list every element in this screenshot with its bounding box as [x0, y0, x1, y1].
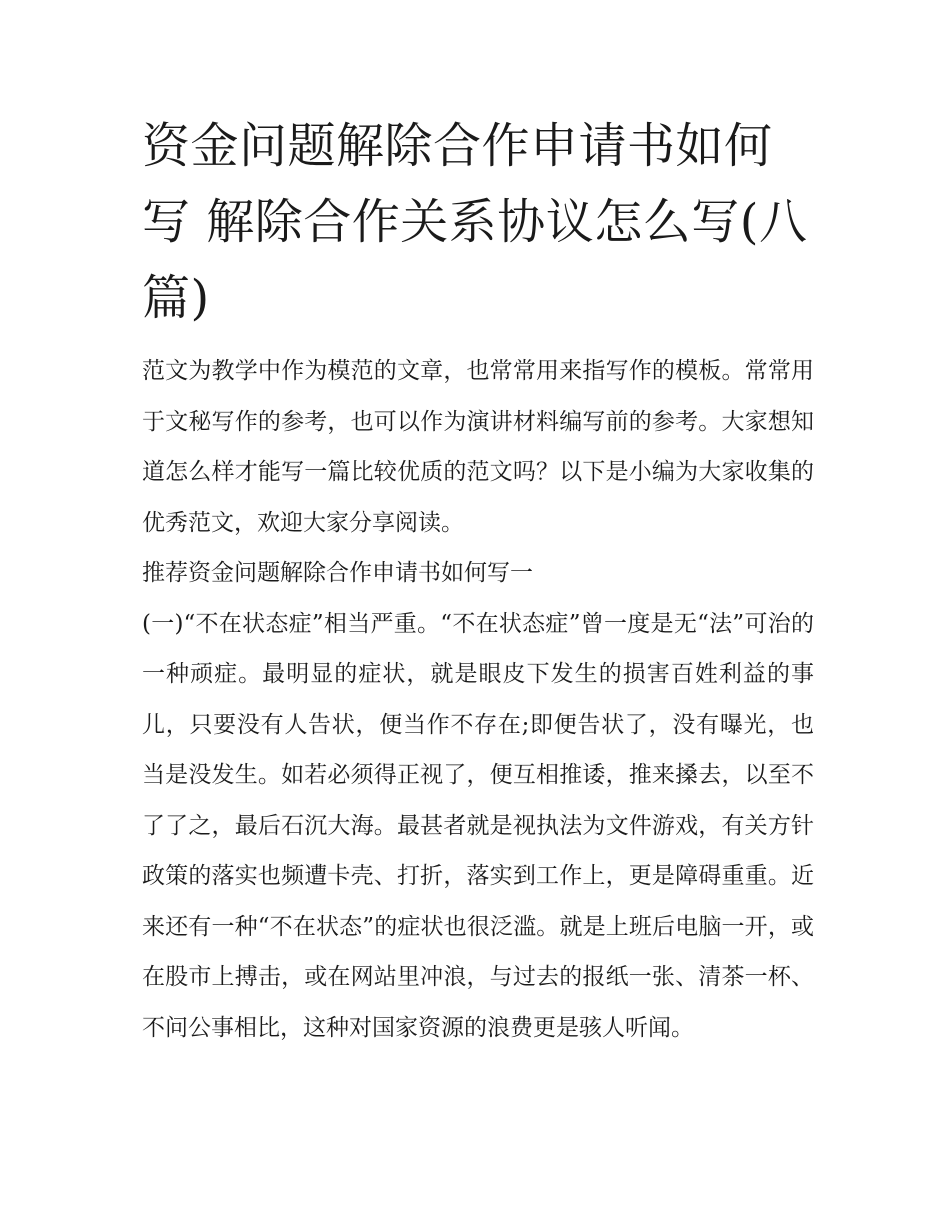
section-body-paragraph: (一)“不在状态症”相当严重。“不在状态症”曾一度是无“法”可治的一种顽症。最明显的症状，就是眼皮下发生的损害百姓利益的事儿，只要没有人告状，便当作不存在;即便告状了，没有曝光，也当是没发生。如若必须得正视了，便互相推诿，推来搡去，以至不了了之，最后石沉大海。最甚者就是视执法为文件游戏，有关方针政策的落实也频遭卡壳、打折，落实到工作上，更是障碍重重。近来还有一种“不在状态”的症状也很泛滥。就是上班后电脑一开，或在股市上搏击，或在网站里冲浪，与过去的报纸一张、清茶一杯、不问公事相比，这种对国家资源的浪费更是骇人听闻。 [142, 610, 814, 1041]
document-title: 资金问题解除合作申请书如何写 解除合作关系协议怎么写(八篇) [142, 118, 808, 326]
intro-paragraph: 范文为教学中作为模范的文章，也常常用来指写作的模板。常常用于文秘写作的参考，也可以作为演讲材料编写前的参考。大家想知道怎么样才能写一篇比较优质的范文吗？以下是小编为大家收集的优秀范文，欢迎大家分享阅读。 [142, 358, 814, 536]
section-heading: 推荐资金问题解除合作申请书如何写一 [142, 560, 533, 586]
document-content [142, 108, 814, 1053]
